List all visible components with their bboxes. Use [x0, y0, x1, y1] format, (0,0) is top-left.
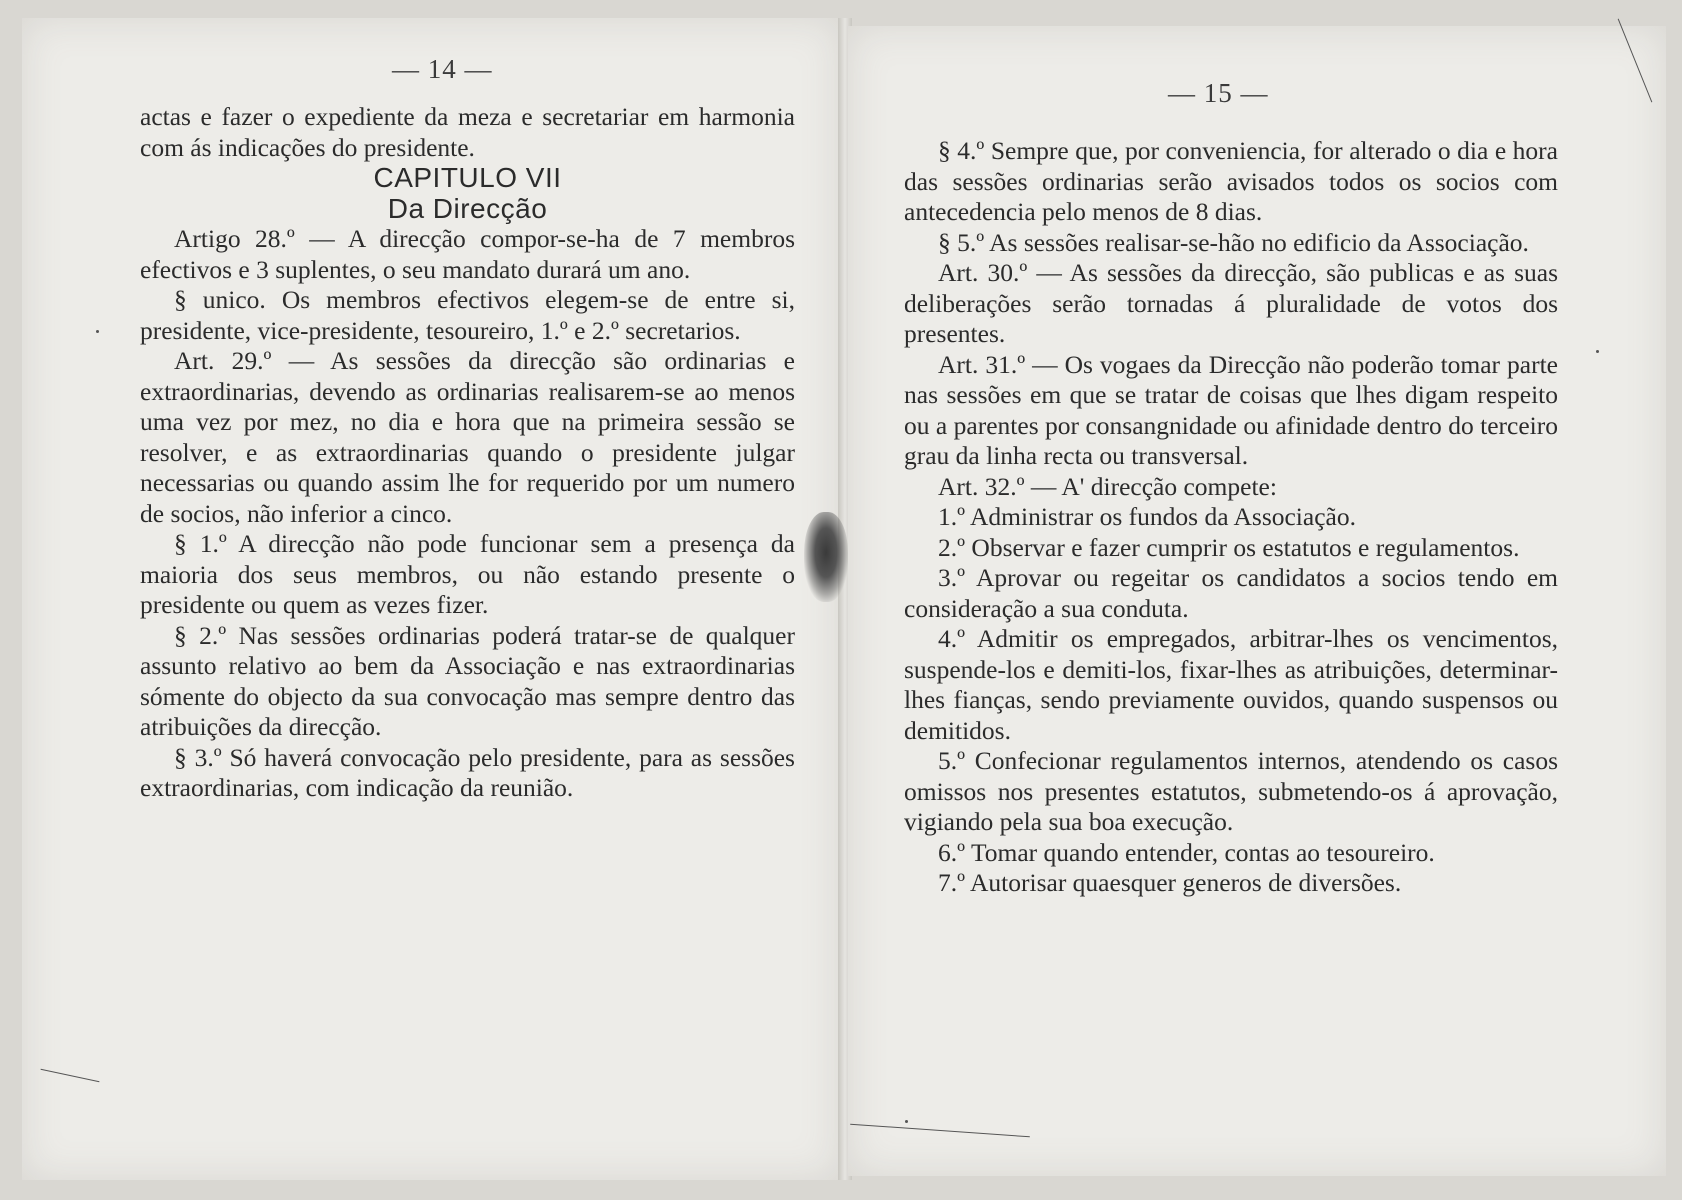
paragraph: § 5.º As sessões realisar-se-hão no edificio da Associação.: [938, 227, 1529, 257]
paragraph: § unico. Os membros efectivos elegem-se de entre si, presidente, vice-presidente, tesoureiro, 1.º e 2.º secretarios.: [140, 285, 795, 345]
paragraph: Artigo 28.º — A direcção compor-se-ha de 7 membros efectivos e 3 suplentes, o seu mandato durará um ano.: [140, 224, 795, 284]
paragraph: 2.º Observar e fazer cumprir os estatutos e regulamentos.: [938, 532, 1520, 562]
left-page: [22, 18, 840, 1180]
paragraph: § 2.º Nas sessões ordinarias poderá tratar-se de qualquer assunto relativo ao bem da Associação e nas extraordinarias sómente do objecto da sua convocação mas sempre dentro das atribuições da direcção.: [140, 620, 795, 741]
paragraph-continuation: actas e fazer o expediente da meza e secretariar em harmonia com ás indicações do presidente.: [140, 102, 795, 162]
paper-speck: [905, 1120, 908, 1123]
page-number-14: — 14 —: [392, 54, 493, 84]
paragraph: Art. 32.º — A' direcção compete:: [938, 471, 1277, 501]
section-heading: Da Direcção: [387, 192, 548, 224]
paper-speck: [1596, 350, 1599, 353]
ink-blot: [804, 512, 848, 602]
paragraph: Art. 30.º — As sessões da direcção, são publicas e as suas deliberações serão tornadas á pluralidade de votos dos presentes.: [904, 258, 1558, 348]
paragraph: 6.º Tomar quando entender, contas ao tesoureiro.: [938, 837, 1435, 867]
paragraph: § 4.º Sempre que, por conveniencia, for alterado o dia e hora das sessões ordinarias serão avisados todos os socios com antecedencia pelo menos de 8 dias.: [904, 136, 1558, 226]
paragraph: 7.º Autorisar quaesquer generos de diversões.: [938, 868, 1402, 897]
paragraph: Art. 29.º — As sessões da direcção são ordinarias e extraordinarias, devendo as ordinarias realisarem-se ao menos uma vez por mez, no dia e hora que na primeira sessão se resolver, e as extraordinarias quando o presidente julgar necessarias ou quando assim lhe for requerido por um numero de socios, não inferior a cinco.: [140, 346, 795, 528]
paragraph: 1.º Administrar os fundos da Associação.: [938, 502, 1356, 531]
right-page: [848, 26, 1666, 1176]
paragraph: § 1.º A direcção não pode funcionar sem a presença da maioria dos seus membros, ou não estando presente o presidente ou quem as vezes fizer.: [140, 529, 795, 619]
left-page-body: [140, 102, 795, 804]
paragraph: 4.º Admitir os empregados, arbitrar-lhes os vencimentos, suspende-los e demiti-los, fixar-lhes as atribuições, determinar-lhes fianças, sendo previamente ouvidos, quando suspensos ou demitidos.: [904, 624, 1558, 745]
paragraph: Art. 31.º — Os vogaes da Direcção não poderão tomar parte nas sessões em que se tratar de coisas que lhes digam respeito ou a parentes por consangnidade ou afinidade dentro do terceiro grau da linha recta ou transversal.: [904, 349, 1558, 470]
paragraph: 3.º Aprovar ou regeitar os candidatos a socios tendo em consideração a sua conduta.: [904, 563, 1558, 623]
paragraph: 5.º Confecionar regulamentos internos, atendendo os casos omissos nos presentes estatutos, submetendo-os á aprovação, vigiando pela sua boa execução.: [904, 746, 1558, 836]
page-number-15: — 15 —: [1168, 78, 1269, 108]
paper-speck: [96, 330, 99, 333]
paragraph: § 3.º Só haverá convocação pelo presidente, para as sessões extraordinarias, com indicação da reunião.: [140, 742, 795, 802]
chapter-heading: CAPITULO VII: [373, 162, 562, 193]
right-page-body: [904, 136, 1558, 899]
